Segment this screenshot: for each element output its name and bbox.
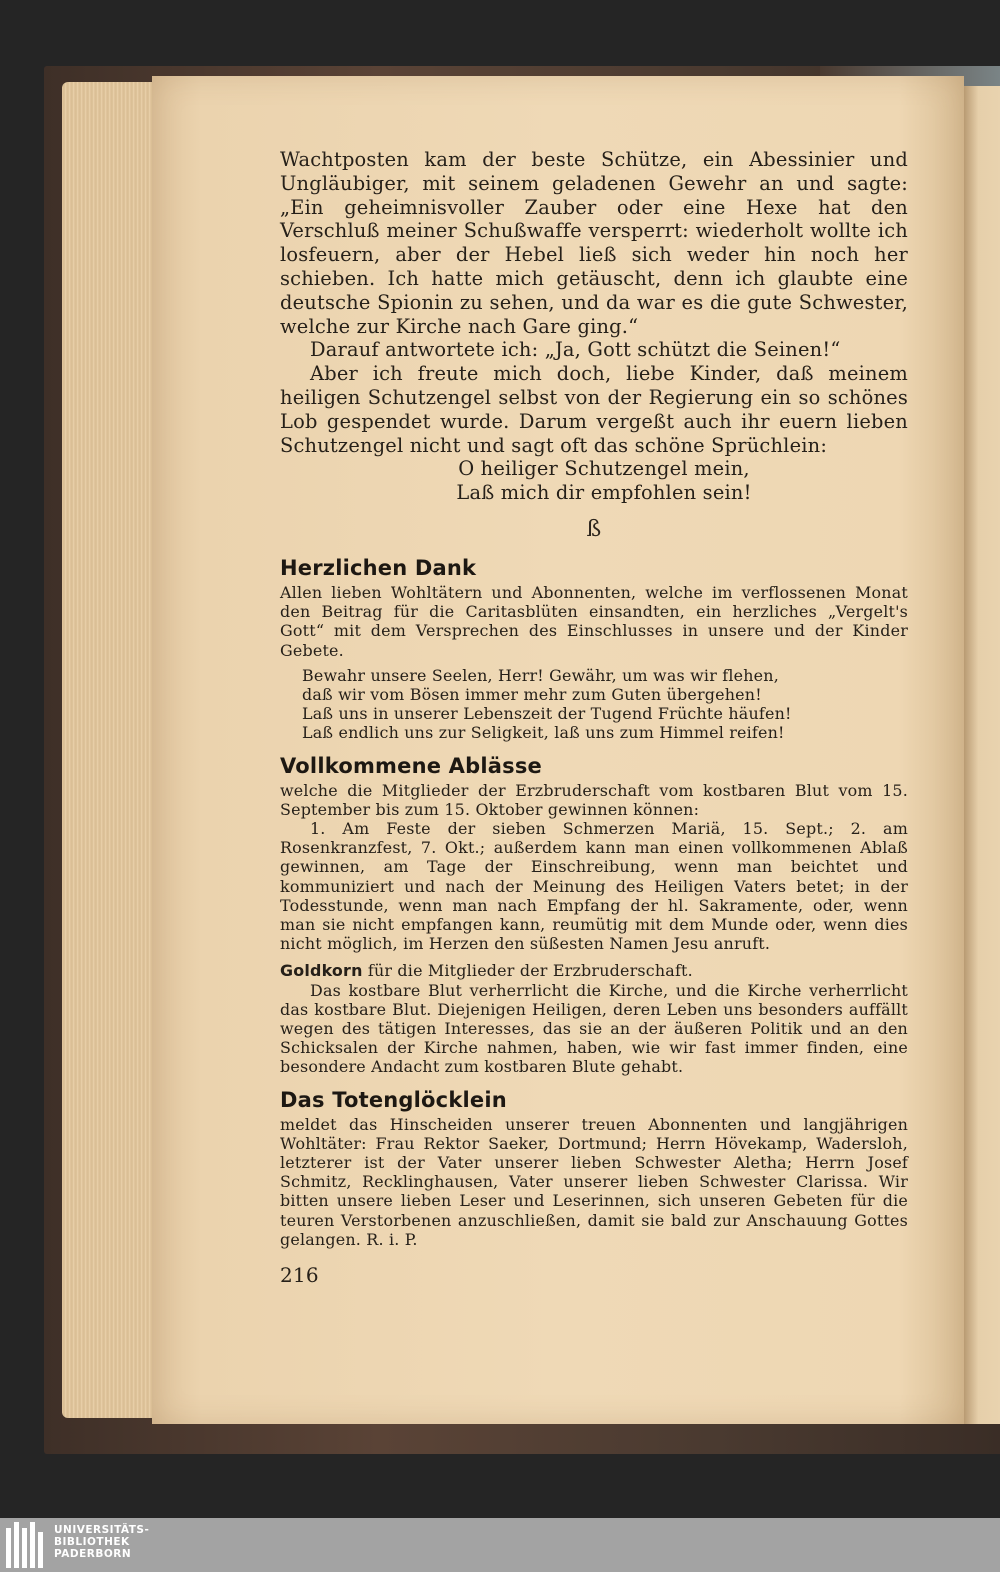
ornament-icon: ß <box>586 516 602 542</box>
ablaesse-detail: 1. Am Feste der sieben Schmerzen Mariä, 15. Sept.; 2. am Rosenkranzfest, 7. Okt.; außerdem kann man einen vollkommenen Ablaß gewinnen, am Tage der Einschreibung, wenn man beichtet und kommuniziert und nach der Meinung des Heiligen Vaters betet; in der Todesstunde, wenn man nach Empfang der hl. Sakramente, oder, wenn man sie nicht empfangen kann, reumütig mit dem Munde oder, wenn dies nicht möglich, im Herzen den süßesten Namen Jesu anruft. <box>280 818 908 954</box>
ablaesse-paragraph: welche die Mitglieder der Erzbruderschaft vom kostbaren Blut vom 15. September bis zum 15. Oktober gewinnen können: <box>280 780 908 819</box>
section-heading-dank: Herzlichen Dank <box>280 555 477 580</box>
page-number: 216 <box>280 1263 319 1288</box>
page-content <box>280 148 908 1287</box>
library-name-line: PADERBORN <box>54 1548 132 1560</box>
library-logo-icon <box>6 1522 46 1568</box>
poem-line: Laß uns in unserer Lebenszeit der Tugend Früchte häufen! <box>302 704 792 724</box>
poem-line: daß wir vom Bösen immer mehr zum Guten übergehen! <box>302 684 762 704</box>
totenglocklein-paragraph: meldet das Hinscheiden unserer treuen Abonnenten und langjährigen Wohltäter: Frau Rektor Saeker, Dortmund; Herrn Hövekamp, Wadersloh, letzterer ist der Vater unserer lieben Schwester Aletha; Herrn Josef Schmitz, Recklinghausen, Vater unserer lieben Schwester Clarissa. Wir bitten unsere lieben Leser und Leserinnen, sich unseren Gebeten für die teuren Verstorbenen anzuschließen, damit sie bald zur Anschauung Gottes gelangen. R. i. P. <box>280 1114 908 1249</box>
library-name-line: UNIVERSITÄTS- <box>54 1524 150 1536</box>
section-heading-ablaesse: Vollkommene Ablässe <box>280 753 542 778</box>
page-stack-edge <box>62 82 162 1418</box>
library-name <box>54 1524 149 1560</box>
guardian-angel-verse <box>280 457 908 505</box>
goldkorn-paragraph: Das kostbare Blut verherrlicht die Kirche, und die Kirche verherrlicht das kostbare Blut. Diejenigen Heiligen, deren Leben uns besonders auffällt wegen des tätigen Interesses, das sie an der äußeren Politik und an den Schicksalen der Kirche nahmen, haben, wie wir fast immer finden, eine besondere Andacht zum kostbaren Blute gehabt. <box>280 980 908 1077</box>
intro-paragraph: Wachtposten kam der beste Schütze, ein Abessinier und Ungläubiger, mit seinem geladenen Gewehr an und sagte: „Ein geheimnisvoller Zauber oder eine Hexe hat den Verschluß meiner Schußwaffe versperrt: wiederholt wollte ich losfeuern, aber der Hebel ließ sich weder hin noch her schieben. Ich hatte mich getäuscht, denn ich glaubte eine deutsche Spionin zu sehen, und da war es die gute Schwester, welche zur Kirche nach Gare ging.“ <box>280 148 908 338</box>
reply-paragraph: Darauf antwortete ich: „Ja, Gott schützt die Seinen!“ <box>310 338 841 362</box>
joy-paragraph: Aber ich freute mich doch, liebe Kinder, daß meinem heiligen Schutzengel selbst von der Regierung ein so schönes Lob gespendet wurde. Darum vergeßt auch ihr euern lieben Schutzengel nicht und sagt oft das schöne Sprüchlein: <box>280 362 908 457</box>
goldkorn-label-rest: für die Mitglieder der Erzbruderschaft. <box>367 961 693 981</box>
verse-line: O heiliger Schutzengel mein, <box>458 457 750 481</box>
poem-line: Bewahr unsere Seelen, Herr! Gewähr, um was wir flehen, <box>302 665 779 685</box>
poem-line: Laß endlich uns zur Seligkeit, laß uns zum Himmel reifen! <box>302 723 785 743</box>
goldkorn-label: Goldkorn <box>280 961 363 981</box>
goldkorn-line <box>280 961 908 980</box>
section-heading-totenglocklein: Das Totenglöcklein <box>280 1087 507 1112</box>
library-name-line: BIBLIOTHEK <box>54 1536 130 1548</box>
dank-poem <box>302 666 908 743</box>
next-page-edge <box>964 86 1000 1424</box>
dank-paragraph: Allen lieben Wohltätern und Abonnenten, welche im verflossenen Monat den Beitrag für die Caritasblüten einsandten, ein herzliches „Vergelt's Gott“ mit dem Versprechen des Einschlusses in unsere und der Kinder Gebete. <box>280 582 908 660</box>
verse-line: Laß mich dir empfohlen sein! <box>456 481 752 505</box>
library-footer <box>0 1518 1000 1572</box>
